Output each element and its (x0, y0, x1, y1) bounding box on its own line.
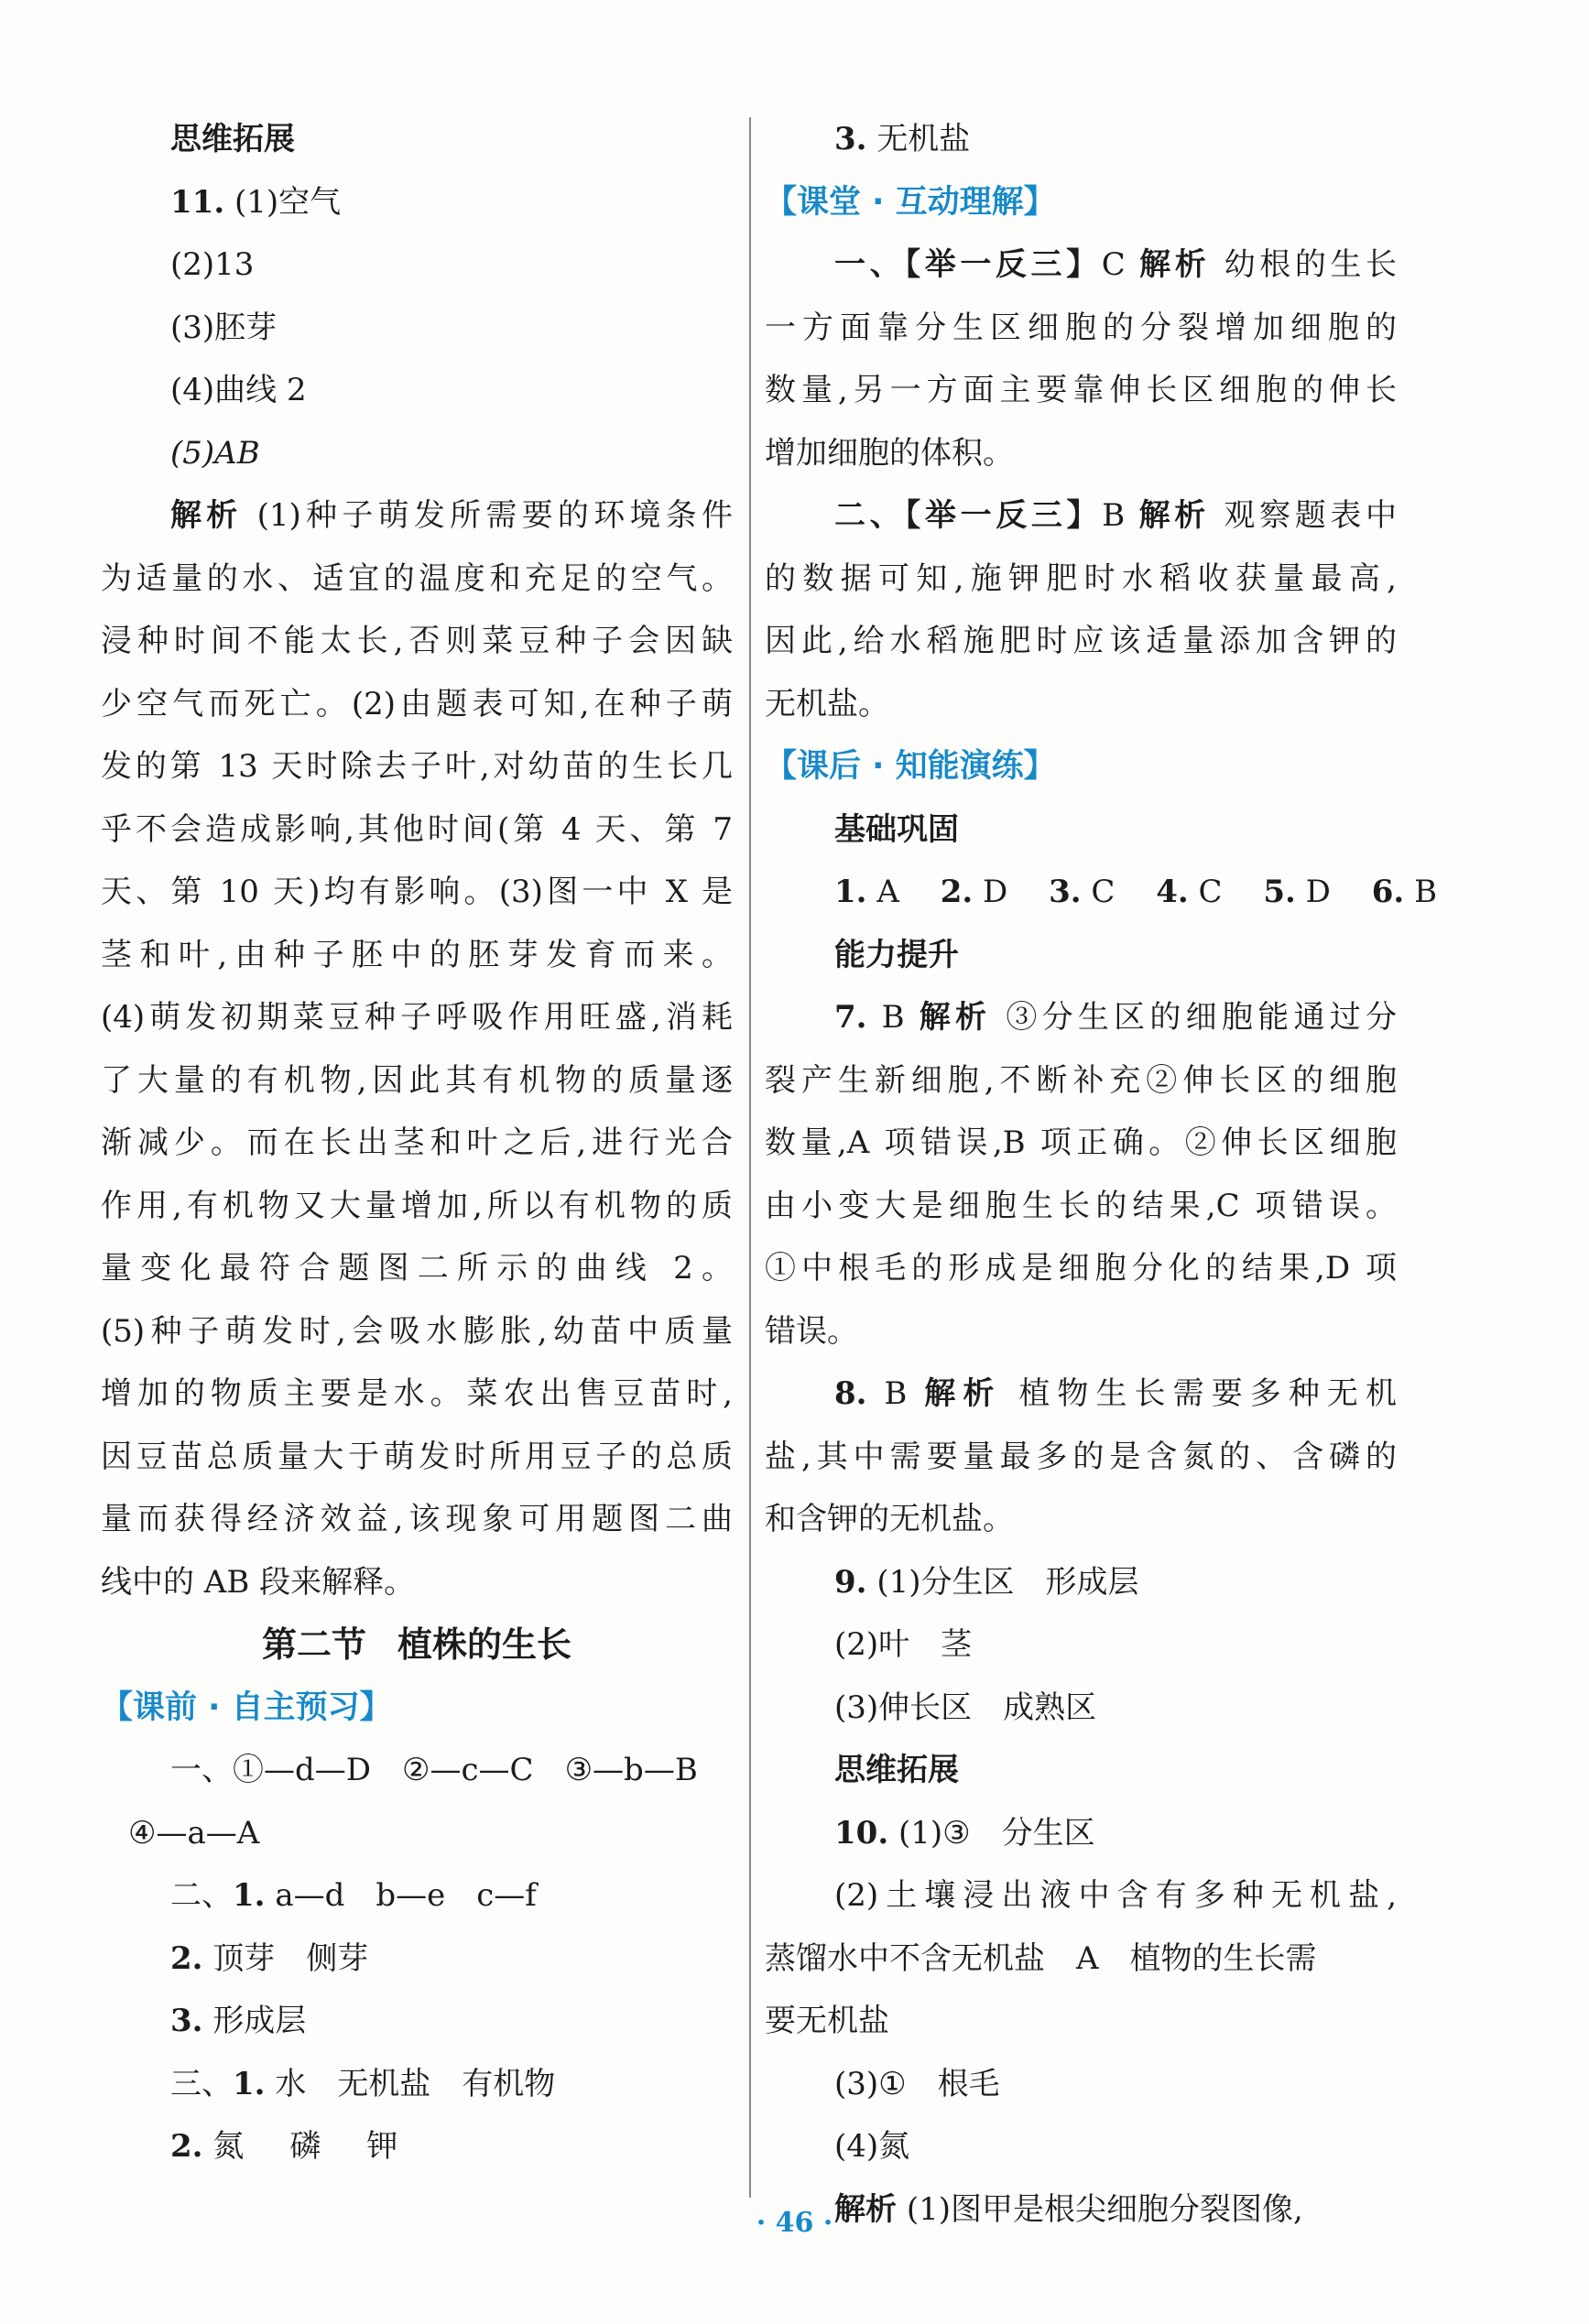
analysis-line: (4)萌发初期菜豆种子呼吸作用旺盛,消耗 (101, 999, 733, 1036)
analysis-line: 渐减少。而在长出茎和叶之后,进行光合 (101, 1124, 733, 1161)
analysis-line: 浸种时间不能太长,否则菜豆种子会因缺 (101, 623, 733, 659)
answer-line: 3. 无机盐 (834, 121, 971, 157)
analysis-line: 天、第 10 天)均有影响。(3)图一中 X 是 (101, 874, 733, 910)
analysis-line: 和含钾的无机盐。 (765, 1501, 1014, 1537)
answer-line: 3. 形成层 (170, 2003, 307, 2039)
analysis-line: 盐,其中需要量最多的是含氮的、含磷的 (765, 1438, 1397, 1475)
section-heading: 能力提升 (834, 936, 959, 973)
answer-line: 一、①—d—D ②—c—C ③—b—B (170, 1752, 698, 1788)
analysis-line: 少空气而死亡。(2)由题表可知,在种子萌 (101, 685, 733, 722)
analysis-line: 一方面靠分生区细胞的分裂增加细胞的 (765, 309, 1397, 346)
analysis-line: 二、【举一反三】B 解析 观察题表中 (834, 497, 1398, 534)
left-column (101, 108, 733, 2178)
analysis-line: 裂产生新细胞,不断补充②伸长区的细胞 (765, 1061, 1397, 1099)
analysis-line: 一、【举一反三】C 解析 幼根的生长 (834, 246, 1398, 283)
analysis-line: 解析 (1)种子萌发所需要的环境条件 (170, 497, 733, 534)
section-banner: 【课前 · 自主预习】 (101, 1689, 392, 1726)
answer-line: (3)① 根毛 (834, 2065, 1000, 2102)
answer-line: (2)土壤浸出液中含有多种无机盐, (834, 1877, 1397, 1914)
analysis-line: 线中的 AB 段来解释。 (101, 1563, 416, 1601)
answer-line: 二、1. a—d b—e c—f (170, 1877, 537, 1914)
analysis-line: 无机盐。 (765, 685, 889, 722)
analysis-line: 增加的物质主要是水。菜农出售豆苗时, (101, 1375, 733, 1412)
answer-line: 2. 顶芽 侧芽 (170, 1939, 369, 1977)
analysis-line: 作用,有机物又大量增加,所以有机物的质 (101, 1187, 733, 1224)
column-divider (749, 117, 751, 2198)
analysis-line: 了大量的有机物,因此其有机物的质量逐 (101, 1061, 733, 1099)
section-banner: 【课堂 · 互动理解】 (765, 183, 1056, 221)
answer-line: (3)胚芽 (170, 309, 278, 346)
right-column (765, 108, 1438, 2241)
answer-line: (3)伸长区 成熟区 (834, 1689, 1097, 1726)
answer-line: 1. A 2. D 3. C 4. C 5. D 6. B (834, 874, 1438, 910)
analysis-line: 8. B 解析 植物生长需要多种无机 (834, 1375, 1398, 1412)
answer-line: 蒸馏水中不含无机盐 A 植物的生长需 (765, 1939, 1317, 1977)
analysis-line: 量而获得经济效益,该现象可用题图二曲 (101, 1501, 733, 1537)
lesson-title: 第二节 植株的生长 (261, 1624, 572, 1665)
section-heading: 基础巩固 (834, 810, 959, 848)
answer-line: 三、1. 水 无机盐 有机物 (170, 2065, 556, 2102)
answer-line: (4)曲线 2 (170, 372, 307, 408)
answer-line: (4)氮 (834, 2128, 910, 2165)
analysis-line: 数量,A 项错误,B 项正确。②伸长区细胞 (765, 1124, 1397, 1161)
answer-line: 2. 氮 磷 钾 (170, 2128, 398, 2165)
analysis-line: 发的第 13 天时除去子叶,对幼苗的生长几 (101, 748, 733, 785)
page-number: · 46 · (756, 2207, 833, 2239)
answer-line: 11. (1)空气 (170, 183, 342, 221)
analysis-line: 为适量的水、适宜的温度和充足的空气。 (101, 559, 733, 597)
answer-line: 9. (1)分生区 形成层 (834, 1563, 1139, 1601)
analysis-line: 的数据可知,施钾肥时水稻收获量最高, (765, 559, 1397, 597)
analysis-line: (5)种子萌发时,会吸水膨胀,幼苗中质量 (101, 1312, 733, 1350)
answer-line: ④—a—A (128, 1814, 260, 1852)
analysis-line: ①中根毛的形成是细胞分化的结果,D 项 (765, 1250, 1397, 1287)
section-banner: 【课后 · 知能演练】 (765, 748, 1056, 785)
analysis-line: 7. B 解析 ③分生区的细胞能通过分 (834, 999, 1398, 1036)
answer-line: (2)叶 茎 (834, 1626, 973, 1663)
analysis-line: 数量,另一方面主要靠伸长区细胞的伸长 (765, 372, 1397, 408)
analysis-line: 茎和叶,由种子胚中的胚芽发育而来。 (101, 936, 733, 973)
section-heading: 思维拓展 (170, 121, 295, 157)
analysis-line: 错误。 (765, 1312, 858, 1350)
analysis-line: 因豆苗总质量大于萌发时所用豆子的总质 (101, 1438, 733, 1475)
answer-line: 10. (1)③ 分生区 (834, 1814, 1095, 1852)
analysis-line: 由小变大是细胞生长的结果,C 项错误。 (765, 1187, 1397, 1224)
answer-line: (2)13 (170, 246, 255, 283)
analysis-line: 乎不会造成影响,其他时间(第 4 天、第 7 (101, 810, 733, 848)
analysis-line: 量变化最符合题图二所示的曲线 2。 (101, 1250, 733, 1287)
answer-line: 要无机盐 (765, 2003, 889, 2039)
analysis-line: 增加细胞的体积。 (765, 434, 1014, 472)
section-heading: 思维拓展 (834, 1752, 959, 1788)
analysis-line: 因此,给水稻施肥时应该适量添加含钾的 (765, 623, 1397, 659)
answer-line: (5)AB (170, 434, 260, 472)
analysis-line: 解析 (1)图甲是根尖细胞分裂图像, (834, 2190, 1303, 2228)
